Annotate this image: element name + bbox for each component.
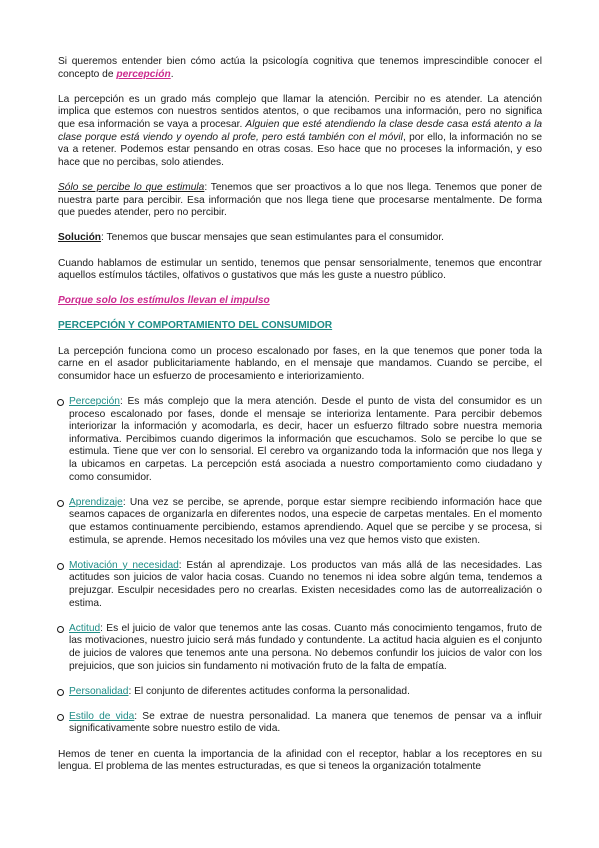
intro-end: . bbox=[170, 68, 174, 80]
list-text: : Una vez se percibe, se aprende, porque estar siempre recibiendo información hace que seamos capaces de organizarla en diferentes nodos, una especie de carpetas mentales. En el momento que estamos continuamente percibiendo, estamos aprendiendo. Aquel que se percibe y se procesa, si estimula, se aprende. Hemos necesitado los móviles una vez que hemos visto que existen. bbox=[69, 496, 542, 546]
paragraph-afinidad: Hemos de tener en cuenta la importancia de la afinidad con el receptor, hablar a los receptores en su lengua. El problema de las mentes estructuradas, es que si teneos la organización totalmente bbox=[58, 748, 542, 773]
list-text: : El conjunto de diferentes actitudes conforma la personalidad. bbox=[128, 685, 410, 697]
paragraph-proceso: La percepción funciona como un proceso escalonado por fases, en la que tenemos que poner toda la carne en el asador publicitariamente hablando, en el mensaje que mandamos. Cuando se percibe, el consumidor hace un esfuerzo de procesamiento e interiorizamiento. bbox=[58, 345, 542, 382]
paragraph-solucion bbox=[58, 232, 542, 245]
estimula-text: : Tenemos que ser proactivos a lo que nos llega. Tenemos que poner de nuestra parte para percibir. Esa información que nos llega tiene que procesarse mentalmente. De forma que puedes atender, pero no percibir. bbox=[58, 181, 542, 219]
paragraph-atencion-rest: , por ello, la información no se va a retener. Podemos estar pensando en otras cosas. Eso hace que no proceses la información, y eso hace que no percibas, solo atiendes. bbox=[58, 131, 543, 168]
pink-highlight-line: Porque solo los estímulos llevan el impulso bbox=[58, 295, 270, 307]
list-text: : Están al aprendizaje. Los productos van más allá de las necesidades. Las actitudes son juicios de valor hacia cosas. Cuando no tenemos ni idea sobre algún tema, tendemos a prejuzgar. Esculpir necesidades pero no crearlas. Existen necesidades como las de autorrealización o estima. bbox=[69, 559, 542, 609]
list-text: : Es más complejo que la mera atención. Desde el punto de vista del consumidor es un proceso escalonado por fases, donde el mensaje se interioriza lentamente. Para percibir debemos interiorizar la información y acomodarla, es decir, hacer un esfuerzo filtrado sobre nuestra memoria informativa. Percibimos cuando digerimos la información que escuchamos. Solo se percibe lo que se estimula. Tiene que ver con lo sensorial. El cerebro va organizando toda la información que nos llega y la ubicamos en carpetas. La percepción está asociada a nuestro comportamiento como ciudadano y como consumidor. bbox=[69, 396, 542, 483]
list-item-percepcion bbox=[58, 396, 542, 484]
list-term: Estilo de vida bbox=[69, 710, 135, 722]
list-term: Motivación y necesidad bbox=[69, 559, 179, 571]
paragraph-estimula bbox=[58, 182, 542, 220]
list-term: Personalidad bbox=[69, 685, 129, 697]
intro-paragraph bbox=[58, 56, 542, 81]
list-text: : Se extrae de nuestra personalidad. La manera que tenemos de pensar va a influir significativamente sobre nuestro estilo de vida. bbox=[69, 710, 542, 735]
list-item-personalidad bbox=[58, 686, 542, 699]
paragraph-atencion bbox=[58, 94, 542, 170]
list-term: Actitud bbox=[69, 622, 101, 634]
paragraph-sentidos: Cuando hablamos de estimular un sentido, tenemos que pensar sensorialmente, tenemos que encontrar aquellos estímulos táctiles, olfativos o gustativos que más les guste a nuestro público. bbox=[58, 257, 542, 282]
concept-list bbox=[58, 396, 542, 736]
list-term: Percepción bbox=[69, 396, 120, 408]
list-item-estilo-de-vida bbox=[58, 711, 542, 736]
list-item-motivacion bbox=[58, 560, 542, 610]
document-page bbox=[58, 56, 542, 774]
list-item-aprendizaje bbox=[58, 497, 542, 547]
estimula-label: Sólo se percibe lo que estimula bbox=[58, 181, 205, 193]
section-heading: PERCEPCIÓN Y COMPORTAMIENTO DEL CONSUMIDOR bbox=[58, 320, 333, 332]
list-text: : Es el juicio de valor que tenemos ante las cosas. Cuanto más conocimiento tengamos, fruto de las motivaciones, nuestro juicio será más fundado y contundente. La actitud hacia alguien es el conjunto de juicios de valores que tenemos ante una persona. No debemos confundir los juicios de valor con los prejuicios, que son juicios sin fundamento ni motivación fruto de la falta de empatía. bbox=[69, 622, 542, 672]
solucion-text: : Tenemos que buscar mensajes que sean estimulantes para el consumidor. bbox=[101, 232, 445, 244]
bullet-circle-icon bbox=[57, 689, 64, 696]
bullet-circle-icon bbox=[57, 714, 64, 721]
bullet-circle-icon bbox=[57, 626, 64, 633]
list-item-actitud bbox=[58, 623, 542, 673]
term-percepcion: percepción bbox=[116, 68, 171, 80]
solucion-label: Solución bbox=[58, 232, 102, 244]
intro-text: Si queremos entender bien cómo actúa la psicología cognitiva que tenemos imprescindible conocer el concepto de bbox=[58, 56, 542, 80]
list-term: Aprendizaje bbox=[69, 496, 123, 508]
paragraph-atencion-plain: La percepción es un grado más complejo que llamar la atención. Percibir no es atender. La atención implica que estemos con nuestros sentidos atentos, o que recibamos una información, pero no significa que esa información se vaya a procesar. bbox=[58, 93, 542, 130]
bullet-circle-icon bbox=[57, 399, 64, 406]
bullet-circle-icon bbox=[57, 563, 64, 570]
paragraph-atencion-italic: Alguien que esté atendiendo la clase desde casa está atento a la clase porque está viendo y oyendo al profe, pero está también con el móvil bbox=[58, 118, 542, 143]
bullet-circle-icon bbox=[57, 500, 64, 507]
